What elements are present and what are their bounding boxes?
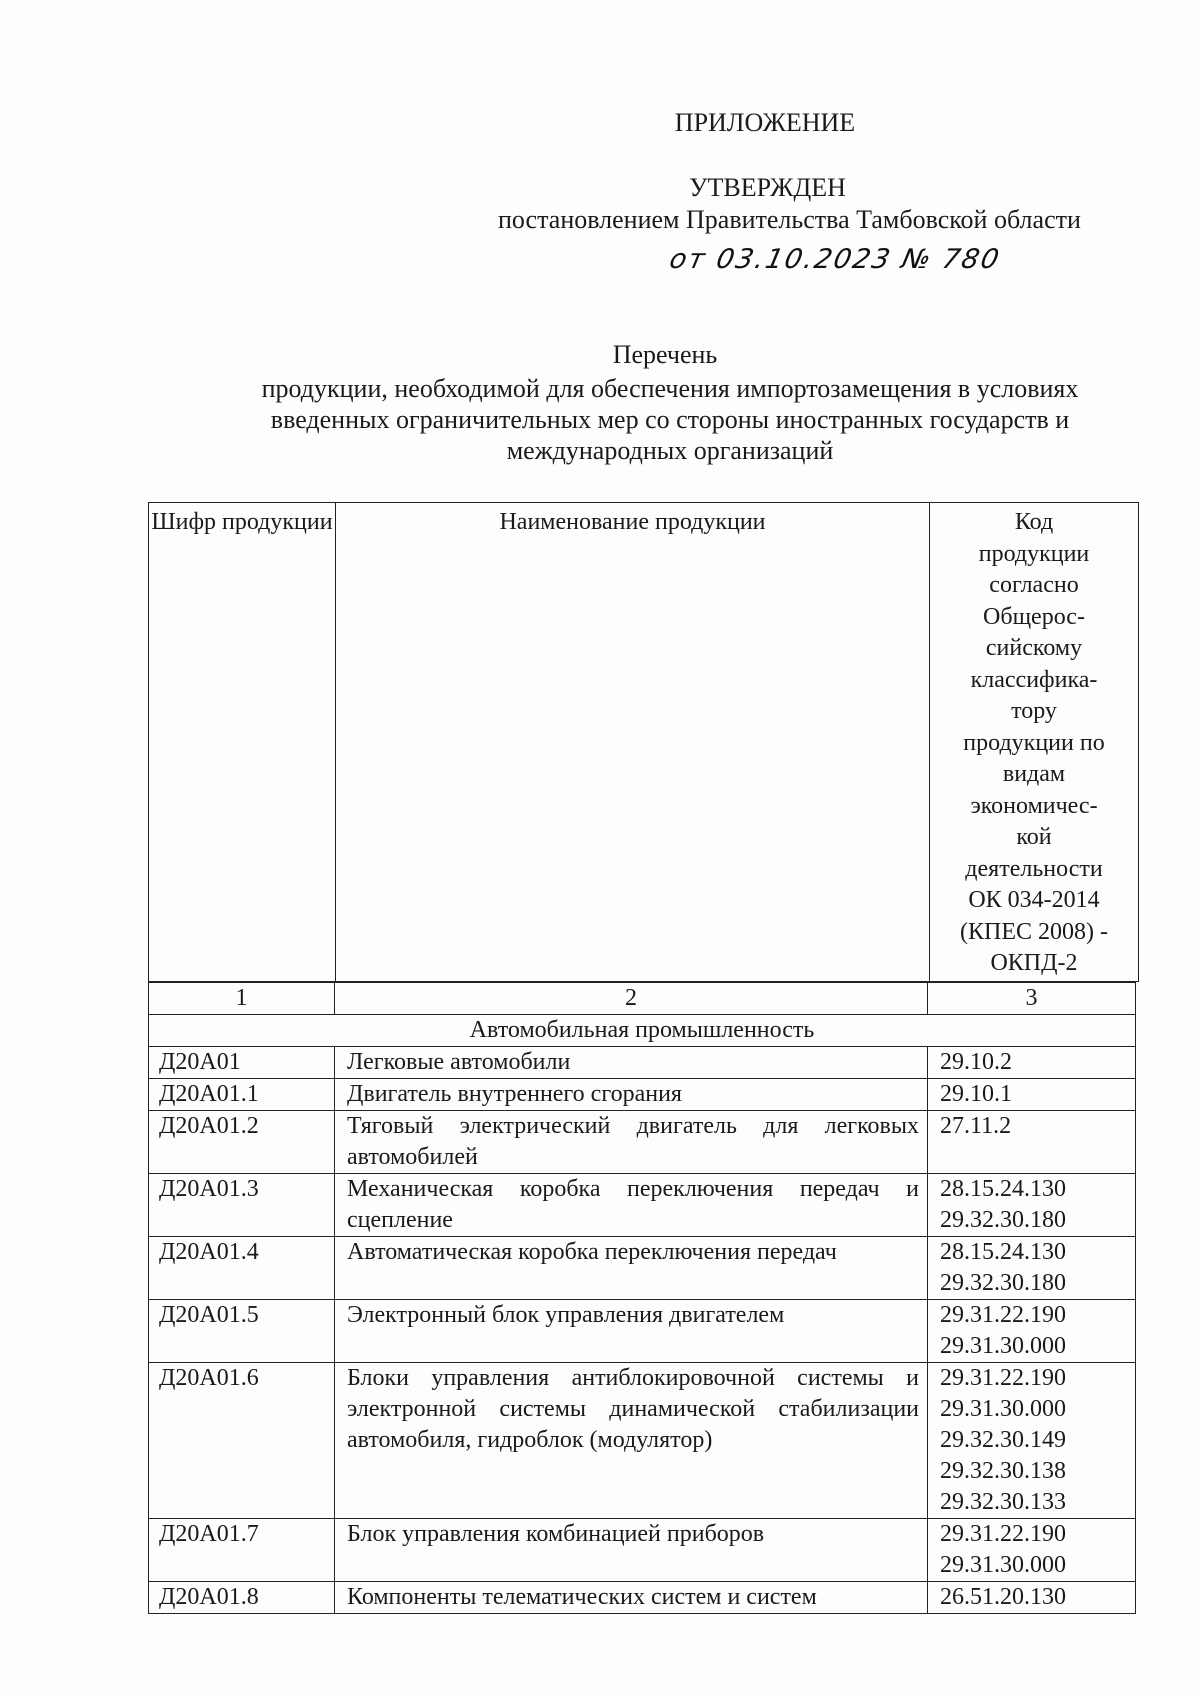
okpd-code: 29.31.30.000 [940, 1333, 1066, 1359]
table-row [149, 1237, 1136, 1300]
product-name: Двигатель внутреннего сгорания [335, 1079, 928, 1111]
okpd-codes [928, 1237, 1136, 1300]
okpd-code: 29.31.30.000 [940, 1396, 1066, 1422]
product-code: Д20А01 [149, 1047, 335, 1079]
document-title: Перечень [612, 340, 718, 369]
header-okpd-line: (КПЕС 2008) - [960, 918, 1108, 945]
product-name: Блок управления комбинацией приборов [335, 1519, 928, 1582]
okpd-codes [928, 1300, 1136, 1363]
header-okpd-line: кой [1016, 824, 1052, 850]
okpd-code: 29.32.30.149 [940, 1427, 1066, 1453]
product-name: Автоматическая коробка переключения передач [335, 1237, 928, 1300]
product-name: Легковые автомобили [335, 1047, 928, 1079]
header-okpd-line: ОК 034-2014 [968, 887, 1100, 913]
header-okpd-line: согласно [989, 572, 1079, 598]
product-code: Д20А01.1 [149, 1079, 335, 1111]
column-numbers-row [149, 983, 1136, 1015]
table-row [149, 1047, 1136, 1079]
product-table [148, 982, 1136, 1614]
product-code: Д20А01.6 [149, 1363, 335, 1519]
header-okpd-line: ОКПД-2 [990, 950, 1078, 976]
table-row [149, 1363, 1136, 1519]
column-number: 1 [149, 983, 335, 1015]
okpd-code: 29.31.22.190 [940, 1521, 1066, 1547]
okpd-code: 29.31.30.000 [940, 1552, 1066, 1578]
okpd-codes [928, 1047, 1136, 1079]
table-row [149, 1582, 1136, 1614]
header-okpd-line: сийскому [985, 635, 1083, 661]
section-title: Автомобильная промышленность [149, 1015, 1136, 1047]
table-header [148, 502, 1139, 982]
header-okpd-line: Общерос- [983, 603, 1085, 630]
product-code: Д20А01.2 [149, 1111, 335, 1174]
product-name: Компоненты телематических систем и систем [335, 1582, 928, 1614]
okpd-codes [928, 1519, 1136, 1582]
okpd-code: 27.11.2 [940, 1113, 1012, 1139]
okpd-code: 29.31.22.190 [940, 1365, 1066, 1391]
product-name: Тяговый электрический двигатель для легковых автомобилей [335, 1111, 928, 1174]
product-name: Электронный блок управления двигателем [335, 1300, 928, 1363]
product-code: Д20А01.4 [149, 1237, 335, 1300]
header-okpd-line: тору [1011, 698, 1057, 724]
okpd-code: 29.32.30.138 [940, 1458, 1066, 1484]
table-row [149, 1111, 1136, 1174]
subtitle-line: введенных ограничительных мер со стороны иностранных государств и [270, 405, 1070, 434]
okpd-code: 29.32.30.180 [940, 1207, 1066, 1233]
document-subtitle [195, 373, 1145, 466]
okpd-codes [928, 1111, 1136, 1174]
okpd-code: 29.32.30.180 [940, 1270, 1066, 1296]
column-number: 2 [335, 983, 928, 1015]
handwritten-date-number: от 03.10.2023 № 780 [666, 244, 1004, 275]
okpd-code: 28.15.24.130 [940, 1239, 1066, 1265]
okpd-code: 29.31.22.190 [940, 1302, 1066, 1328]
header-okpd [930, 503, 1139, 982]
okpd-code: 29.10.1 [940, 1081, 1012, 1107]
header-okpd-line: Код [1014, 509, 1054, 535]
header-okpd-line: видам [1002, 761, 1066, 787]
table-row [149, 1519, 1136, 1582]
okpd-codes [928, 1174, 1136, 1237]
okpd-code: 29.10.2 [940, 1049, 1012, 1075]
header-okpd-line: экономичес- [970, 792, 1098, 819]
approved-title: УТВЕРЖДЕН [689, 173, 846, 202]
section-row [149, 1015, 1136, 1047]
okpd-codes [928, 1363, 1136, 1519]
product-name: Блоки управления антиблокировочной системы и электронной системы динамической стабилизации автомобиля, гидроблок (модулятор) [335, 1363, 928, 1519]
product-code: Д20А01.7 [149, 1519, 335, 1582]
column-number: 3 [928, 983, 1136, 1015]
okpd-code: 29.32.30.133 [940, 1489, 1066, 1515]
product-code: Д20А01.5 [149, 1300, 335, 1363]
table-row [149, 1079, 1136, 1111]
header-okpd-line: продукции по [963, 729, 1105, 756]
subtitle-line: международных организаций [506, 436, 834, 465]
approved-by-text: постановлением Правительства Тамбовской области [498, 205, 1081, 234]
okpd-codes [928, 1582, 1136, 1614]
okpd-codes [928, 1079, 1136, 1111]
table-row [149, 1300, 1136, 1363]
product-code: Д20А01.3 [149, 1174, 335, 1237]
product-code: Д20А01.8 [149, 1582, 335, 1614]
header-code: Шифр продукции [149, 503, 336, 982]
header-okpd-line: деятельности [965, 855, 1103, 882]
okpd-code: 28.15.24.130 [940, 1176, 1066, 1202]
okpd-code: 26.51.20.130 [940, 1584, 1066, 1610]
header-name: Наименование продукции [336, 503, 930, 982]
header-okpd-line: продукции [978, 540, 1090, 567]
product-name: Механическая коробка переключения передач и сцепление [335, 1174, 928, 1237]
table-row [149, 1174, 1136, 1237]
subtitle-line: продукции, необходимой для обеспечения импортозамещения в условиях [261, 374, 1079, 403]
header-okpd-line: классифика- [970, 666, 1098, 693]
appendix-title: ПРИЛОЖЕНИЕ [674, 108, 856, 137]
